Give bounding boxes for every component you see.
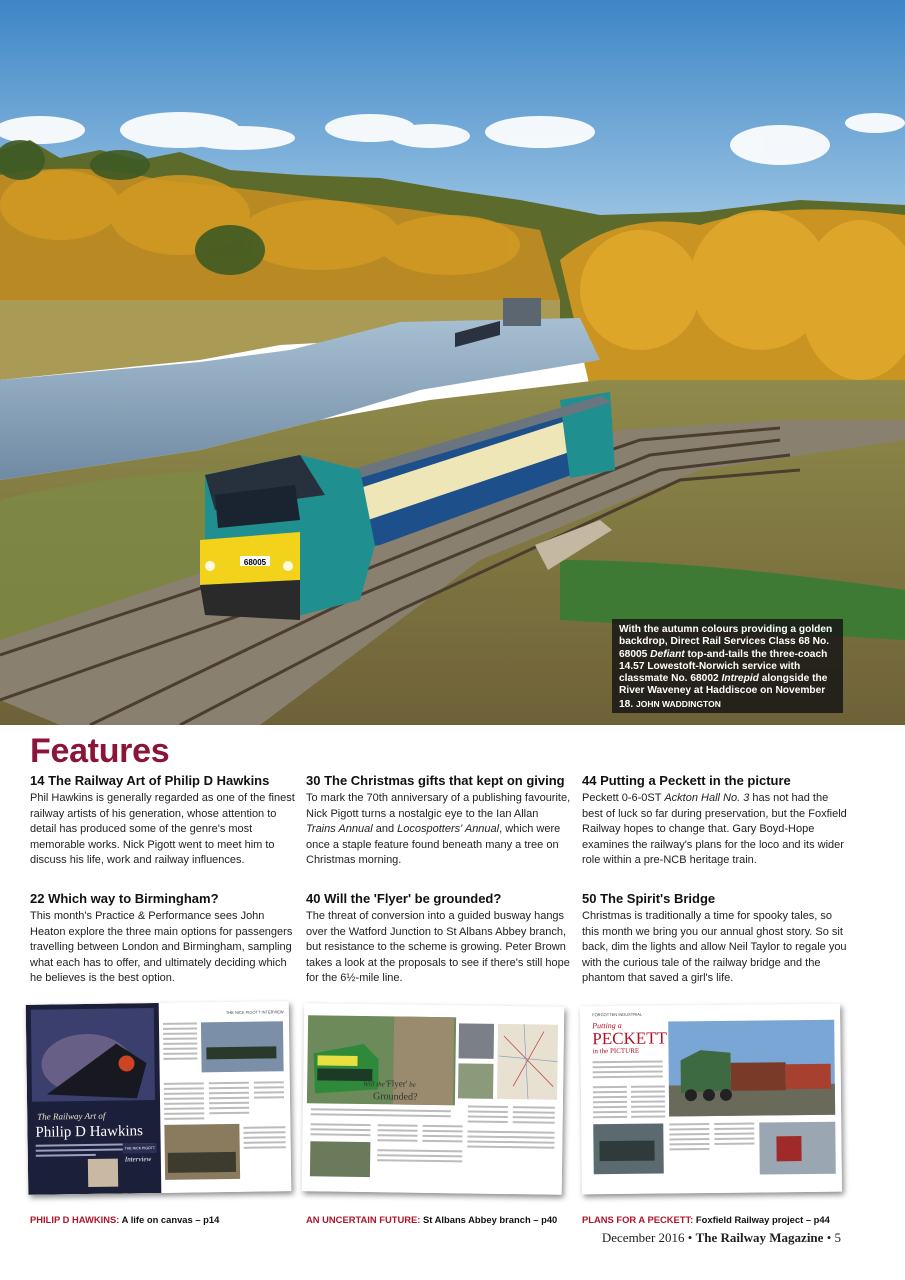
thumbnail-kicker: PLANS FOR A PECKETT:: [582, 1214, 694, 1225]
thumb-headline-end: in the PICTURE: [592, 1046, 640, 1056]
thumbnail-caption-text: Foxfield Railway project – p44: [693, 1214, 830, 1225]
thumb-headline-large: Grounded?: [372, 1091, 418, 1103]
thumbnail-caption-text: St Albans Abbey branch – p40: [420, 1214, 558, 1225]
feature-body: Peckett 0-6-0ST Ackton Hall No. 3 has not had the best of luck so far during preservation, but the Foxfield Railway hopes to change that. Gary Boyd-Hope examines the railway's plans for the loco and its wider role within a pre-NCB heritage train.: [582, 792, 847, 866]
page-folio: [602, 1230, 841, 1246]
feature-title: 14 The Railway Art of Philip D Hawkins: [30, 773, 270, 788]
feature-body: To mark the 70th anniversary of a publishing favourite, Nick Pigott turns a nostalgic eye to the Ian Allan Trains Annual and Locospotters' Annual, which were once a staple feature found beneath many a tree on Christmas morning.: [306, 792, 571, 866]
thumb-headline-end: be: [409, 1080, 416, 1089]
feature-title: 44 Putting a Peckett in the picture: [582, 773, 791, 788]
feature-body: Christmas is traditionally a time for spooky tales, so this month we bring you our annual ghost story. So sit back, dim the lights and allow Neil Taylor to regale you with the curious tale of the railway bridge and the phantom that saved a girl's life.: [582, 910, 847, 984]
feature-title: 40 Will the 'Flyer' be grounded?: [306, 891, 502, 906]
feature-item[interactable]: [582, 890, 847, 987]
feature-body: Phil Hawkins is generally regarded as one of the finest railway artists of his generation, whose attention to detail has produced some of the genre's most memorable works. Nick Pigott went to meet him to discuss his life, work and railway influences.: [30, 792, 295, 866]
folio-page-number: 5: [834, 1230, 841, 1245]
feature-item[interactable]: [30, 890, 295, 987]
thumbnail-kicker: PHILIP D HAWKINS:: [30, 1214, 120, 1225]
thumb-headline-small: Putting a: [592, 1020, 622, 1031]
folio-magazine: The Railway Magazine: [695, 1230, 824, 1245]
feature-title: 50 The Spirit's Bridge: [582, 891, 716, 906]
thumb-headline-small: The Railway Art of: [37, 1110, 106, 1122]
folio-date: December 2016: [601, 1230, 685, 1245]
folio-separator: •: [687, 1230, 693, 1245]
thumbnail-kicker: AN UNCERTAIN FUTURE:: [306, 1214, 421, 1225]
feature-title: 22 Which way to Birmingham?: [30, 891, 219, 906]
article-thumbnail-hawkins[interactable]: [26, 1001, 292, 1195]
thumbnail-caption: [306, 1214, 557, 1225]
feature-item[interactable]: [582, 772, 847, 869]
thumbnail-caption-text: A life on canvas – p14: [119, 1214, 220, 1225]
thumb-headline-quote: 'Flyer': [385, 1078, 408, 1089]
thumb-headline-large: Philip D Hawkins: [35, 1123, 144, 1141]
loco-number-plate: 68005: [243, 558, 267, 567]
thumbnail-caption: [30, 1214, 219, 1225]
thumb-page-header: THE NICK PIGOTT INTERVIEW: [225, 1009, 284, 1016]
thumb-headline-large: PECKETT: [592, 1028, 668, 1049]
thumb-headline-small: Will the: [363, 1080, 385, 1089]
feature-body: This month's Practice & Performance sees John Heaton explore the three main options for passengers travelling between London and Birmingham, sampling what each has to offer, and ultimately deciding which he believes is the best option.: [30, 910, 293, 984]
thumbnail-caption: [582, 1214, 830, 1225]
thumb-badge-top: THE NICK PIGOTT: [124, 1146, 156, 1151]
thumb-interview-badge: Interview: [124, 1155, 152, 1164]
feature-item[interactable]: [306, 772, 571, 869]
article-thumbnail-peckett[interactable]: [580, 1004, 842, 1195]
feature-body: The threat of conversion into a guided busway hangs over the Watford Junction to St Albans Abbey branch, but resistance to the scheme is growing. Peter Brown takes a look at the proposals to see if there's still hope for the 6½-mile line.: [306, 910, 570, 984]
feature-title: 30 The Christmas gifts that kept on giving: [306, 773, 565, 788]
caption-text: With the autumn colours providing a golden backdrop, Direct Rail Services Class 68 No. 68005 Defiant top-and-tails the three-coach 14.57 Lowestoft-Norwich service with classmate No. 68002 Intrepid alongside the River Waveney at Haddiscoe on November 18.: [619, 624, 833, 710]
feature-item[interactable]: [306, 890, 571, 987]
folio-separator: •: [826, 1230, 832, 1245]
features-heading: Features: [30, 732, 170, 770]
article-thumbnail-flyer[interactable]: [302, 1003, 565, 1195]
photo-caption: [612, 619, 843, 713]
feature-item[interactable]: [30, 772, 295, 869]
photo-credit: JOHN WADDINGTON: [636, 698, 721, 709]
thumb-page-header: FORGOTTEN INDUSTRIAL: [592, 1011, 643, 1018]
